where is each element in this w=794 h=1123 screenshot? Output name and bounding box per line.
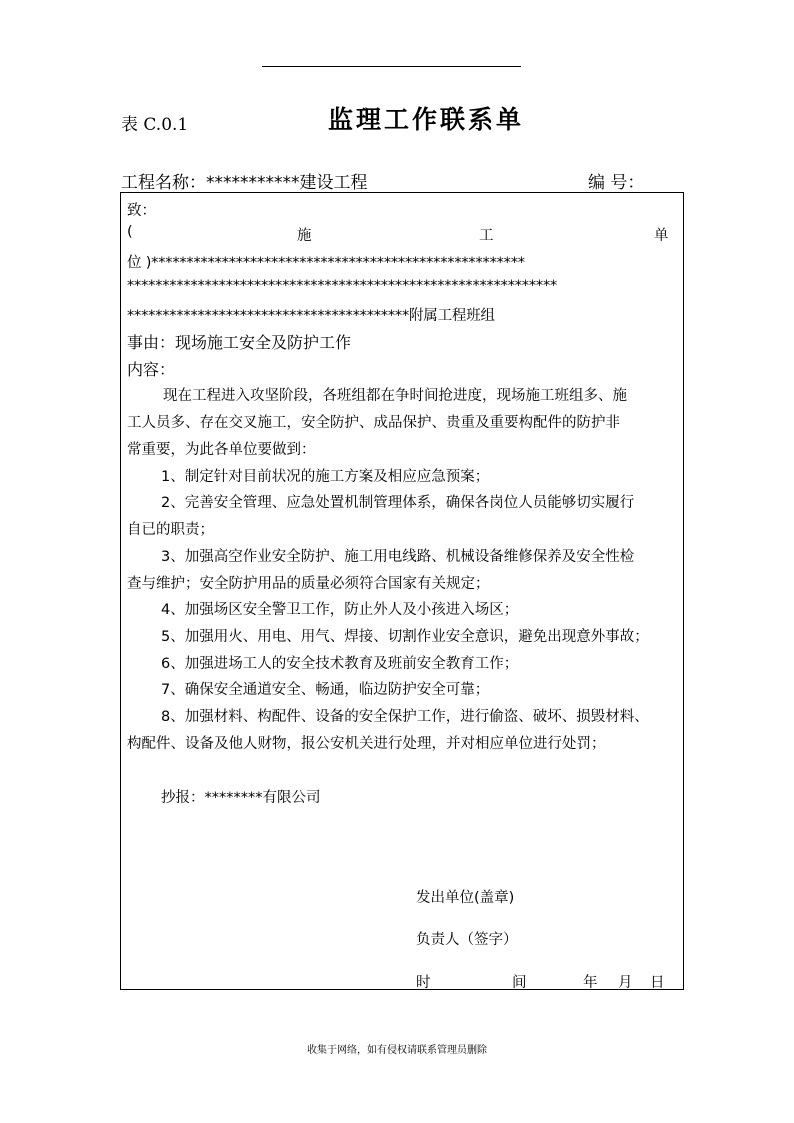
issuer-seal-label: 发出单位(盖章) bbox=[416, 890, 515, 906]
recipient-open-paren: ( bbox=[127, 224, 133, 240]
list-item-2-line-1: 2、完善安全管理、应急处置机制管理体系，确保各岗位人员能够切实履行 bbox=[161, 495, 635, 511]
responsible-signature-label: 负责人（签字） bbox=[416, 932, 518, 948]
form-body-box bbox=[120, 192, 684, 990]
recipient-line-3: ************************************************************* bbox=[127, 278, 558, 294]
footer-note: 收集于网络，如有侵权请联系管理员删除 bbox=[307, 1045, 487, 1056]
list-item-7: 7、确保安全通道安全、畅通，临边防护安全可靠； bbox=[161, 682, 490, 698]
time-label-shi: 时 bbox=[416, 975, 431, 991]
number-label: 编 号： bbox=[588, 173, 645, 193]
page-title: 监理工作联系单 bbox=[328, 105, 525, 134]
list-item-4: 4、加强场区安全警卫工作，防止外人及小孩进入场区； bbox=[161, 602, 519, 618]
intro-line-3: 常重要，为此各单位要做到： bbox=[127, 442, 316, 458]
date-month-label: 月 bbox=[618, 975, 633, 991]
subject: 事由：现场施工安全及防护工作 bbox=[127, 333, 352, 352]
list-item-5: 5、加强用火、用电、用气、焊接、切割作业安全意识，避免出现意外事故； bbox=[161, 629, 649, 645]
form-code: 表 C.0.1 bbox=[121, 115, 189, 135]
recipient-word-dan: 单 bbox=[654, 228, 669, 244]
content-label: 内容： bbox=[127, 360, 176, 379]
project-name: 工程名称：***********建设工程 bbox=[121, 173, 368, 193]
cc-line: 抄报：********有限公司 bbox=[161, 790, 321, 806]
list-item-1: 1、制定针对目前状况的施工方案及相应应急预案； bbox=[161, 469, 490, 485]
list-item-3-line-1: 3、加强高空作业安全防护、施工用电线路、机械设备维修保养及安全性检 bbox=[161, 549, 635, 565]
to-label: 致： bbox=[127, 203, 156, 219]
recipient-line-2: 位 )***************************************************** bbox=[127, 255, 525, 271]
list-item-8-line-1: 8、加强材料、构配件、设备的安全保护工作，进行偷盗、破坏、损毁材料、 bbox=[161, 709, 649, 725]
time-label-jian: 间 bbox=[512, 975, 527, 991]
intro-line-1: 现在工程进入攻坚阶段，各班组都在争时间抢进度，现场施工班组多、施 bbox=[163, 388, 627, 404]
list-item-3-line-2: 查与维护；安全防护用品的质量必须符合国家有关规定； bbox=[127, 576, 490, 592]
intro-line-2: 工人员多、存在交叉施工，安全防护、成品保护、贵重及重要构配件的防护非 bbox=[127, 415, 620, 431]
top-rule bbox=[262, 66, 521, 67]
date-day-label: 日 bbox=[650, 975, 665, 991]
list-item-8-line-2: 构配件、设备及他人财物，报公安机关进行处理，并对相应单位进行处罚； bbox=[127, 736, 606, 752]
date-year-label: 年 bbox=[583, 975, 598, 991]
list-item-2-line-2: 自已的职责； bbox=[127, 522, 214, 538]
recipient-word-gong: 工 bbox=[479, 228, 494, 244]
recipient-line-4: ****************************************附属工程班组 bbox=[127, 308, 495, 324]
list-item-6: 6、加强进场工人的安全技术教育及班前安全教育工作； bbox=[161, 656, 519, 672]
recipient-word-shi: 施 bbox=[297, 228, 312, 244]
